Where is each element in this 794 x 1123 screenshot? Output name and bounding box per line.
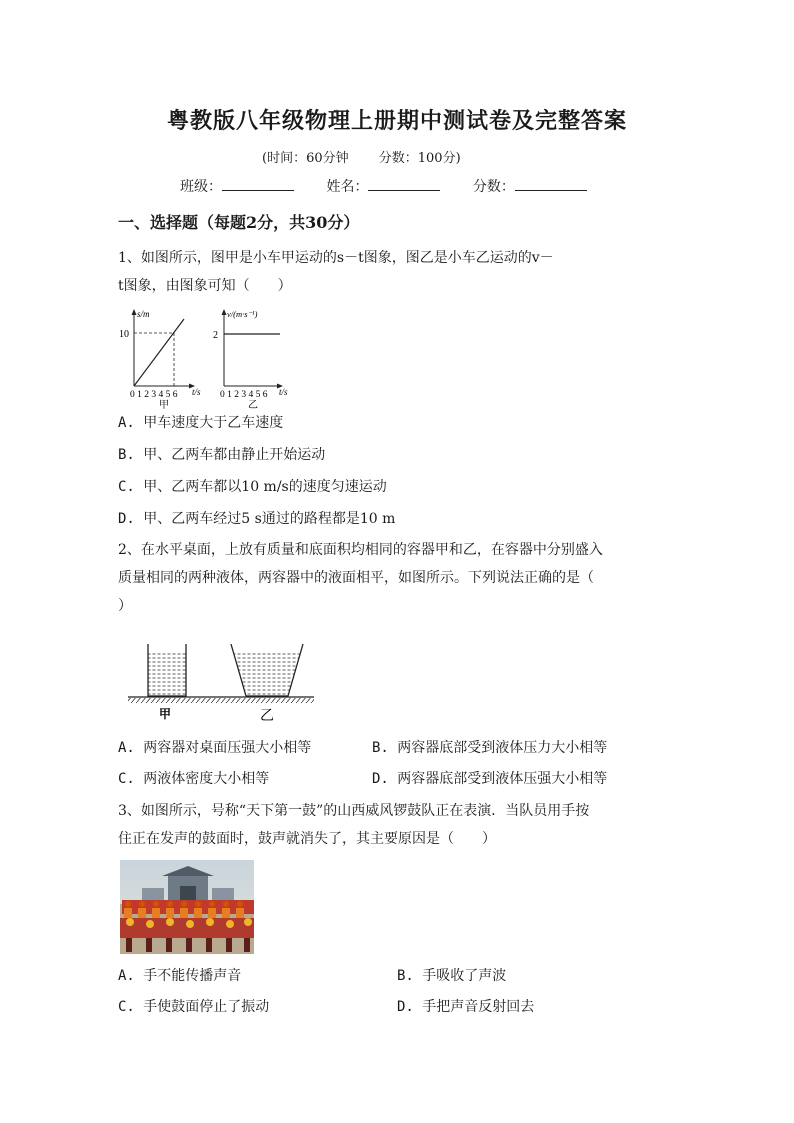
class-blank[interactable]: [222, 178, 294, 191]
option-text: 甲、乙两车都以10 m/s的速度匀速运动: [143, 479, 387, 495]
container-b-caption: 乙: [260, 709, 274, 724]
question-2-option-c[interactable]: [118, 768, 269, 788]
question-3-option-c[interactable]: [118, 996, 269, 1016]
option-text: 甲车速度大于乙车速度: [143, 415, 284, 431]
question-2-option-a[interactable]: [118, 737, 311, 757]
graph-a-caption: 甲: [159, 400, 169, 410]
graph-b-ticks: 0 1 2 3 4 5 6: [220, 390, 268, 400]
question-1-figure: [112, 306, 302, 410]
option-key: A.: [118, 968, 144, 984]
container-a: [148, 644, 186, 696]
page-title: 粤教版八年级物理上册期中测试卷及完整答案: [166, 108, 627, 134]
option-text: 手不能传播声音: [143, 968, 242, 984]
question-2-figure: [122, 636, 322, 724]
question-3-line-2: 住正在发声的鼓面时，鼓声就消失了，其主要原因是（ ）: [118, 831, 496, 847]
section-heading: 一、选择题（每题2分，共30分）: [118, 213, 360, 232]
graph-b-caption: 乙: [248, 400, 258, 410]
question-3-option-d[interactable]: [397, 996, 534, 1016]
option-key: D.: [118, 511, 144, 527]
option-key: D.: [372, 771, 398, 787]
graph-v-t: [213, 309, 288, 410]
question-2-option-d[interactable]: [372, 768, 607, 788]
option-key: B.: [397, 968, 423, 984]
question-3-option-a[interactable]: [118, 965, 241, 985]
question-1-line-2: t图象，由图象可知（ ）: [118, 278, 292, 294]
question-2-line-2: 质量相同的两种液体，两容器中的液面相平，如图所示。下列说法正确的是（: [118, 570, 594, 586]
score-field[interactable]: [473, 176, 587, 196]
option-key: A.: [118, 415, 144, 431]
option-text: 甲、乙两车都由静止开始运动: [143, 447, 326, 463]
question-2-line-1: 2、在水平桌面，上放有质量和底面积均相同的容器甲和乙，在容器中分别盛入: [118, 542, 603, 558]
option-key: D.: [397, 999, 423, 1015]
question-2-option-b[interactable]: [372, 737, 607, 757]
name-field[interactable]: [326, 176, 440, 196]
option-text: 甲、乙两车经过5 s通过的路程都是10 m: [143, 511, 396, 527]
question-3-line-1: 3、如图所示，号称“天下第一鼓”的山西威风锣鼓队正在表演．当队员用手按: [118, 803, 590, 819]
question-1-option-d[interactable]: [118, 508, 395, 528]
student-fields: [180, 176, 615, 196]
option-key: C.: [118, 479, 144, 495]
class-label: 班级：: [180, 179, 222, 195]
option-key: B.: [118, 447, 144, 463]
option-text: 手使鼓面停止了振动: [143, 999, 270, 1015]
score-blank[interactable]: [515, 178, 587, 191]
option-text: 两容器底部受到液体压强大小相等: [397, 771, 608, 787]
option-text: 两容器底部受到液体压力大小相等: [397, 740, 608, 756]
question-2-stem: [118, 536, 678, 620]
exam-time: (时间：60分钟: [262, 151, 349, 166]
option-text: 两容器对桌面压强大小相等: [143, 740, 312, 756]
question-1-option-c[interactable]: [118, 476, 387, 496]
graph-b-yvalue: 2: [213, 330, 218, 341]
score-label: 分数：: [472, 179, 515, 195]
option-text: 手吸收了声波: [422, 968, 507, 984]
exam-score: 分数：100分): [378, 151, 461, 166]
graph-a-yvalue: 10: [119, 329, 129, 340]
question-3-option-b[interactable]: [397, 965, 506, 985]
graph-a-ticks: 0 1 2 3 4 5 6: [130, 390, 178, 400]
container-a-caption: 甲: [159, 707, 172, 721]
option-key: C.: [118, 999, 144, 1015]
name-blank[interactable]: [368, 178, 440, 191]
graph-b-ylabel: v/(m·s⁻¹): [227, 309, 258, 319]
container-b: [231, 644, 303, 696]
question-1-line-1: 1、如图所示，图甲是小车甲运动的s－t图象，图乙是小车乙运动的v－: [118, 250, 554, 266]
class-field[interactable]: [180, 176, 294, 196]
exam-info: [262, 147, 487, 166]
option-text: 两液体密度大小相等: [143, 771, 270, 787]
graph-a-ylabel: s/m: [137, 309, 150, 319]
question-1-option-b[interactable]: [118, 444, 325, 464]
option-key: A.: [118, 740, 144, 756]
name-label: 姓名：: [326, 179, 369, 195]
option-key: C.: [118, 771, 144, 787]
question-3-stem: [118, 797, 678, 853]
question-1-stem: [118, 244, 678, 300]
option-text: 手把声音反射回去: [422, 999, 535, 1015]
graph-b-xlabel: t/s: [279, 387, 288, 397]
question-1-option-a[interactable]: [118, 412, 283, 432]
graph-s-t: [119, 309, 201, 410]
question-2-line-3: ）: [118, 598, 132, 614]
option-key: B.: [372, 740, 398, 756]
drum-team-photo: [120, 860, 254, 954]
graph-a-xlabel: t/s: [192, 387, 201, 397]
